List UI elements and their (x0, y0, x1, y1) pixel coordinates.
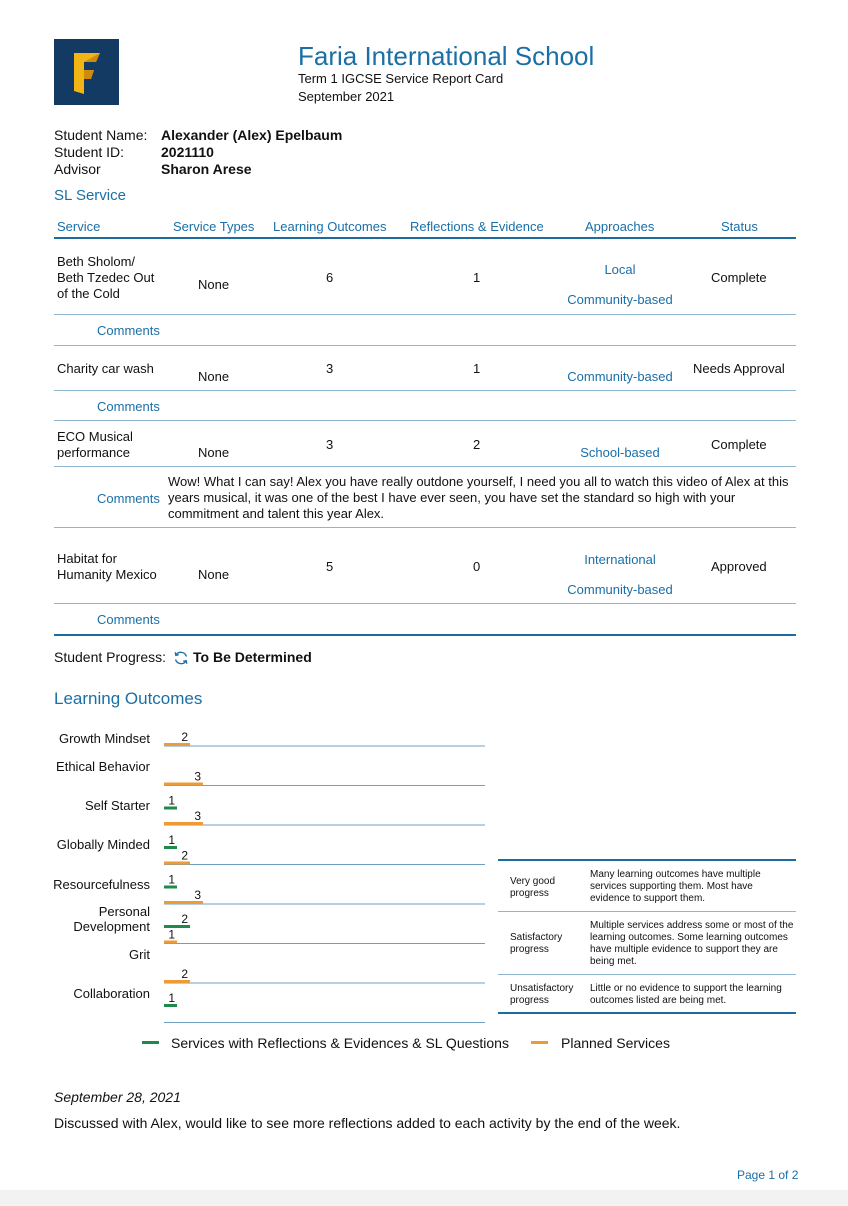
planned-services-data-label: 3 (194, 809, 201, 823)
key-description: Little or no evidence to support the learning outcomes listed are being met. (590, 983, 782, 1006)
table-row-service: Charity car wash (57, 361, 154, 376)
progress-label: Student Progress: (54, 649, 167, 665)
table-row-status: Complete (711, 270, 767, 285)
reflections-services-data-label: 2 (181, 912, 188, 926)
table-row-approach[interactable]: Community-based (567, 369, 673, 384)
table-row-service: ECO Musical performance (57, 429, 133, 460)
column-header-service: Service (57, 219, 101, 234)
table-row-reflections: 1 (473, 361, 481, 376)
category-label: Grit (129, 947, 150, 962)
category-label: Personal Development (73, 904, 150, 934)
table-row-approach[interactable]: Community-based (567, 292, 673, 307)
row-divider (54, 603, 796, 604)
key-term: Very good progress (510, 876, 556, 899)
table-row-service: Habitat for Humanity Mexico (57, 551, 157, 582)
key-description: Many learning outcomes have multiple services supporting them. Most have evidence to support them. (590, 869, 761, 904)
key-divider (498, 911, 796, 912)
key-description: Multiple services address some or most of the learning outcomes. Some learning outcomes have multiple evidence to support they are being met. (590, 920, 794, 967)
table-row-approach[interactable]: Community-based (567, 582, 673, 597)
key-term: Unsatisfactory progress (510, 983, 574, 1006)
planned-services-data-label: 2 (181, 967, 188, 981)
reflections-services-data-label: 1 (168, 872, 175, 887)
report-date: September 2021 (298, 89, 395, 104)
comments-link[interactable]: Comments (97, 491, 160, 506)
table-row-types: None (198, 369, 230, 384)
planned-services-data-label: 2 (181, 848, 188, 863)
reflections-services-data-label: 1 (168, 991, 175, 1005)
row-divider (54, 345, 796, 346)
student-name: Alexander (Alex) Epelbaum (161, 127, 343, 143)
key-divider (498, 974, 796, 975)
planned-services-data-label: 1 (168, 927, 175, 942)
table-bottom-rule (54, 634, 796, 636)
learning-outcomes-heading: Learning Outcomes (54, 689, 203, 708)
column-header-service-types: Service Types (173, 219, 255, 234)
legend-entry: Planned Services (561, 1035, 670, 1051)
table-row-outcomes: 3 (326, 437, 334, 452)
table-row-approach[interactable]: International (584, 552, 656, 567)
note-text: Discussed with Alex, would like to see more reflections added to each activity by the end of the week. (54, 1115, 681, 1131)
table-row-status: Approved (711, 559, 767, 574)
row-divider (54, 314, 796, 315)
category-label: Self Starter (84, 798, 150, 813)
legend-swatch-planned (531, 1041, 548, 1044)
logo-f-icon (54, 39, 119, 105)
page-number: Page 1 of 2 (737, 1168, 799, 1182)
key-term: Satisfactory progress (510, 932, 563, 955)
table-row-types: None (198, 567, 230, 582)
legend-swatch-reflections (142, 1041, 159, 1044)
table-row-outcomes: 3 (326, 361, 334, 376)
category-label: Ethical Behavior (56, 759, 150, 774)
school-logo (54, 39, 119, 105)
student-name-label: Student Name: (54, 127, 148, 143)
table-row-approach[interactable]: Local (604, 262, 636, 277)
reflections-services-data-label: 1 (168, 833, 175, 847)
category-label: Resourcefulness (53, 877, 150, 892)
legend-entry: Services with Reflections & Evidences & SL Questions (171, 1035, 509, 1051)
table-row-types: None (198, 445, 230, 460)
category-label: Growth Mindset (58, 731, 150, 746)
table-row-outcomes: 6 (326, 270, 334, 285)
note-date: September 28, 2021 (54, 1089, 181, 1105)
table-header-rule (54, 237, 796, 239)
table-row-types: None (198, 277, 230, 292)
table-row-reflections: 1 (473, 270, 481, 285)
table-row-outcomes: 5 (326, 559, 334, 574)
school-name: Faria International School (298, 41, 595, 71)
table-row-service: Beth Sholom/ Beth Tzedec Out of the Cold (57, 254, 155, 301)
progress-value: To Be Determined (193, 649, 312, 665)
table-row-reflections: 2 (473, 437, 481, 452)
category-label: Collaboration (73, 986, 150, 1001)
comments-link[interactable]: Comments (97, 323, 160, 338)
planned-services-data-label: 3 (194, 888, 201, 902)
table-row-status: Needs Approval (693, 361, 785, 376)
student-id: 2021110 (161, 144, 214, 160)
report-term: Term 1 IGCSE Service Report Card (298, 71, 504, 86)
comment-text: Wow! What I can say! Alex you have really outdone yourself, I need you all to watch this video of Alex at this years musical, it was one of the best I have ever seen, you have set the standard so high with your commitment and talent this year Alex. (168, 474, 789, 521)
comments-link[interactable]: Comments (97, 612, 160, 627)
key-top-rule (498, 859, 796, 861)
table-row-reflections: 0 (473, 559, 481, 574)
sl-service-heading: SL Service (54, 187, 126, 204)
table-row-status: Complete (711, 437, 767, 452)
reflections-services-data-label: 1 (168, 793, 175, 808)
row-divider (54, 420, 796, 421)
refresh-icon (173, 650, 189, 666)
row-divider (54, 466, 796, 467)
column-header-learning-outcomes: Learning Outcomes (273, 219, 387, 234)
comments-link[interactable]: Comments (97, 399, 160, 414)
advisor-name: Sharon Arese (161, 161, 252, 177)
advisor-label: Advisor (54, 161, 101, 177)
column-header-status: Status (721, 219, 758, 234)
key-bottom-rule (498, 1012, 796, 1014)
category-label: Globally Minded (56, 837, 150, 852)
learning-outcomes-chart (160, 725, 490, 1025)
row-divider (54, 527, 796, 528)
footer-band (0, 1190, 848, 1206)
planned-services-data-label: 3 (194, 769, 201, 784)
student-id-label: Student ID: (54, 144, 125, 160)
table-row-approach[interactable]: School-based (580, 445, 660, 460)
planned-services-data-label: 2 (181, 730, 188, 744)
column-header-approaches: Approaches (585, 219, 655, 234)
row-divider (54, 390, 796, 391)
column-header-reflections: Reflections & Evidence (410, 219, 544, 234)
